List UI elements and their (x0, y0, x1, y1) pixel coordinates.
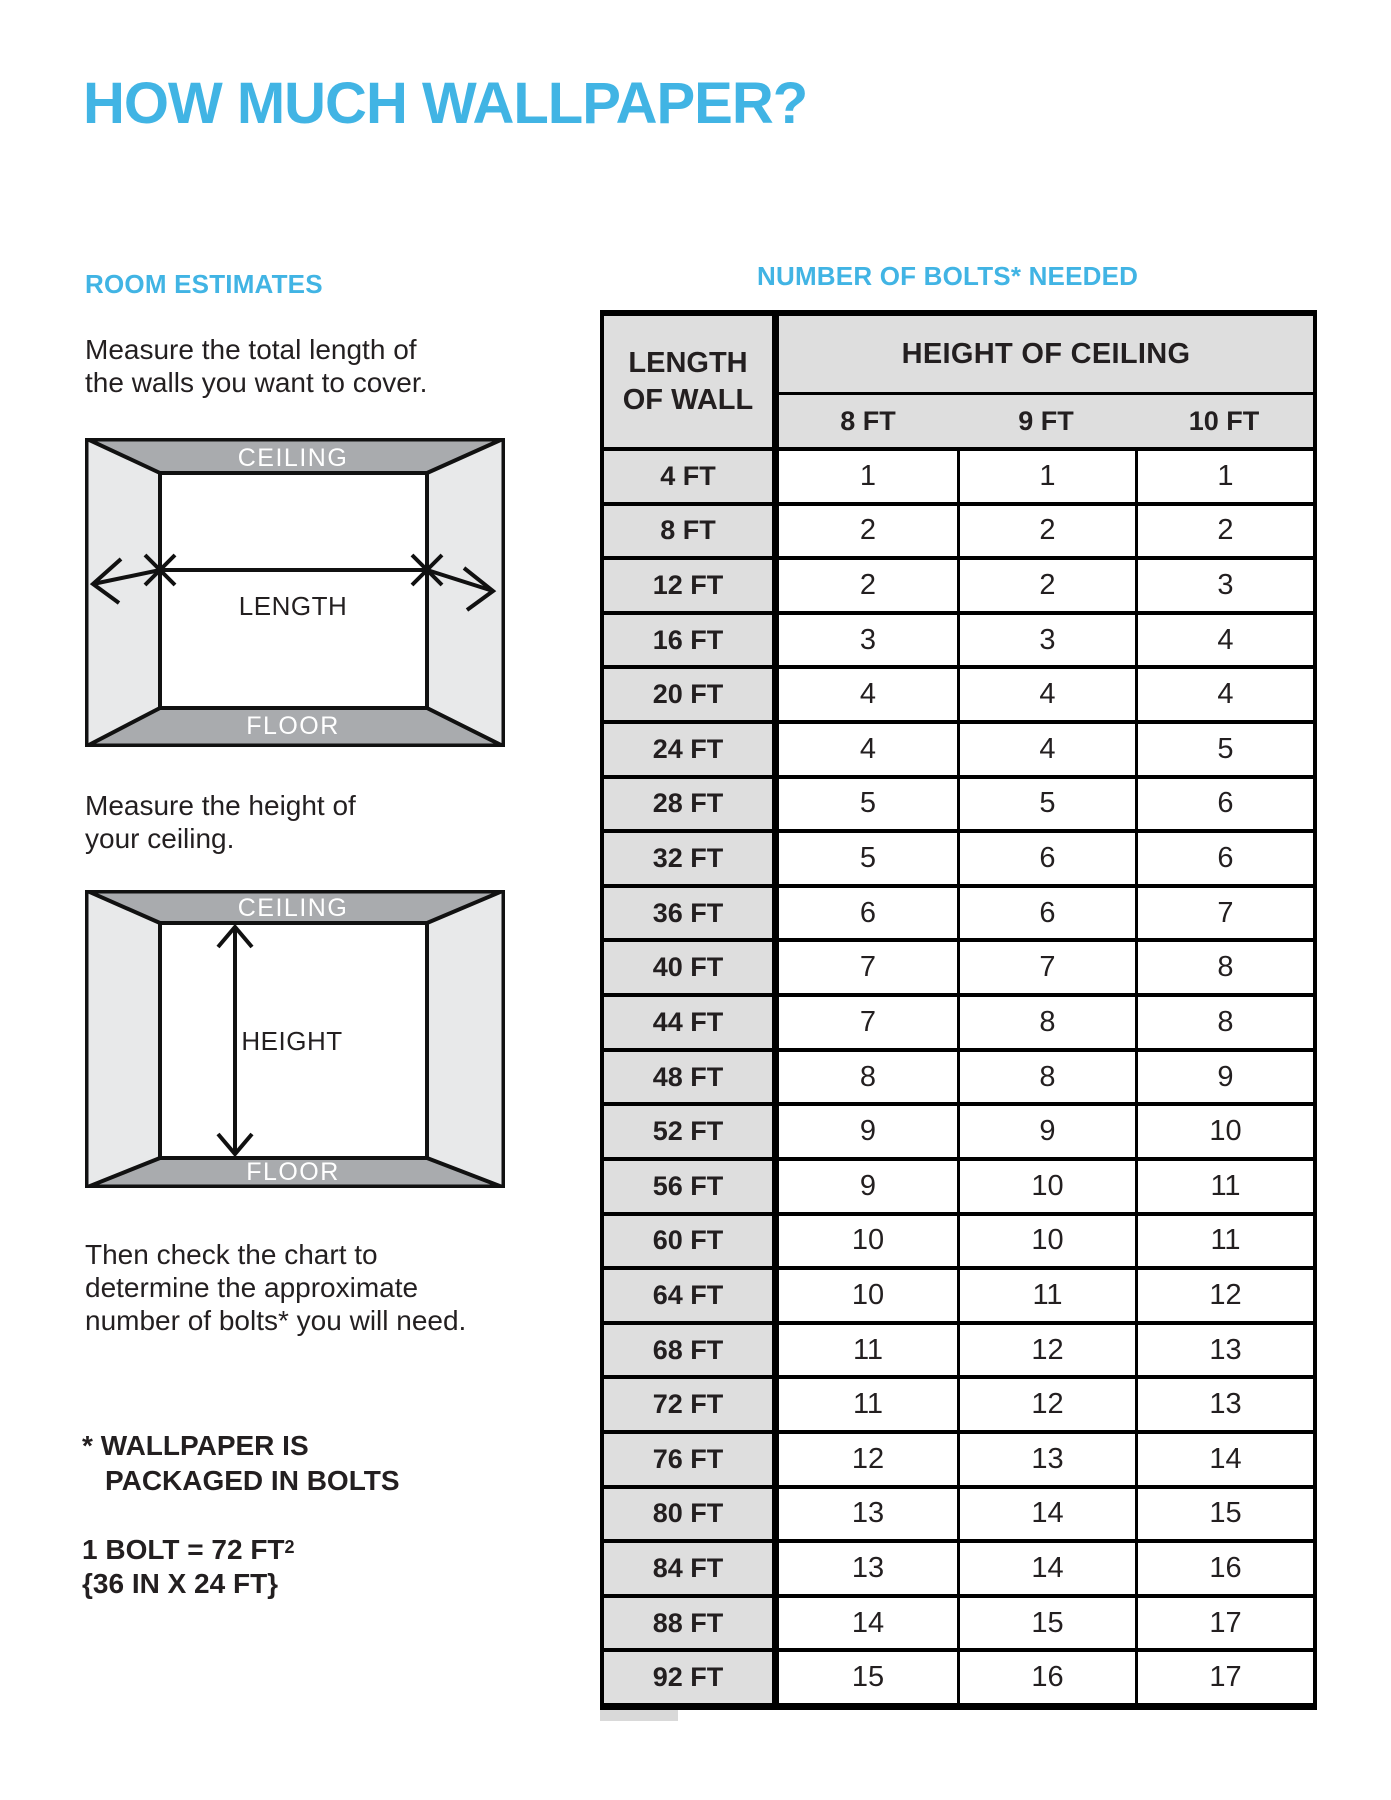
wall-length-cell: 56 FT (604, 1157, 779, 1212)
bolt-count-cell: 8 (957, 1048, 1135, 1103)
bolt-count-cell: 10 (1135, 1102, 1313, 1157)
footnote-asterisk: * (82, 1430, 93, 1461)
bolt-count-cell: 2 (779, 502, 957, 557)
bolt-count-cell: 17 (1135, 1648, 1313, 1703)
bolt-count-cell: 14 (957, 1485, 1135, 1540)
bolt-count-cell: 11 (1135, 1157, 1313, 1212)
room-length-diagram (85, 438, 505, 747)
bolt-count-cell: 4 (957, 720, 1135, 775)
room-estimates-heading: ROOM ESTIMATES (85, 269, 323, 299)
bolt-equation: 1 BOLT = 72 FT (82, 1534, 285, 1565)
footnote-line2: PACKAGED IN BOLTS (105, 1465, 400, 1496)
bolt-count-cell: 8 (1135, 938, 1313, 993)
floor-label: FLOOR (246, 712, 340, 740)
length-of-wall-header-line2: OF WALL (622, 383, 754, 416)
bolt-count-cell: 2 (957, 556, 1135, 611)
step3-line2: determine the approximate (85, 1272, 419, 1303)
bolt-count-cell: 10 (957, 1157, 1135, 1212)
ceiling-label: CEILING (237, 444, 349, 472)
wall-length-cell: 32 FT (604, 829, 779, 884)
bolt-count-cell: 11 (957, 1266, 1135, 1321)
bolt-count-cell: 6 (1135, 775, 1313, 830)
right-wall (427, 890, 505, 1188)
wall-length-cell: 64 FT (604, 1266, 779, 1321)
wall-length-cell: 80 FT (604, 1485, 779, 1540)
floor-label: FLOOR (246, 1158, 340, 1186)
bolt-count-cell: 7 (1135, 884, 1313, 939)
column-header-10ft: 10 FT (1135, 392, 1313, 447)
wall-length-cell: 16 FT (604, 611, 779, 666)
wall-length-cell: 76 FT (604, 1430, 779, 1485)
step3-text (85, 1238, 466, 1337)
bolt-count-cell: 1 (779, 447, 957, 502)
column-header-8ft: 8 FT (779, 392, 957, 447)
bolt-count-cell: 8 (957, 993, 1135, 1048)
bolt-count-cell: 5 (779, 829, 957, 884)
wall-length-cell: 24 FT (604, 720, 779, 775)
length-of-wall-header-line1: LENGTH (628, 346, 748, 379)
bolt-count-cell: 2 (1135, 502, 1313, 557)
step1-text (85, 333, 427, 399)
bolt-count-cell: 14 (779, 1594, 957, 1649)
wall-length-cell: 4 FT (604, 447, 779, 502)
bolt-count-cell: 7 (779, 993, 957, 1048)
bolt-count-cell: 4 (1135, 665, 1313, 720)
bolt-count-cell: 17 (1135, 1594, 1313, 1649)
length-label: LENGTH (238, 591, 348, 621)
wall-length-cell: 12 FT (604, 556, 779, 611)
ceiling-label: CEILING (237, 894, 349, 922)
bolt-count-cell: 15 (957, 1594, 1135, 1649)
wall-length-cell: 60 FT (604, 1212, 779, 1267)
bolts-table (600, 310, 1317, 1710)
height-label: HEIGHT (241, 1026, 343, 1056)
bolt-size-note (82, 1530, 295, 1601)
bolt-count-cell: 13 (779, 1485, 957, 1540)
bolts-footnote (82, 1428, 400, 1498)
wall-length-cell: 52 FT (604, 1102, 779, 1157)
bolt-count-cell: 2 (779, 556, 957, 611)
column-header-9ft: 9 FT (957, 392, 1135, 447)
bolt-count-cell: 2 (957, 502, 1135, 557)
bolt-equation-superscript: 2 (284, 1537, 295, 1557)
step3-line1: Then check the chart to (85, 1239, 378, 1270)
step2-line1: Measure the height of (85, 790, 356, 821)
bolt-count-cell: 13 (1135, 1375, 1313, 1430)
ceiling-height-diagram (85, 890, 505, 1188)
wall-length-cell: 28 FT (604, 775, 779, 830)
bolt-count-cell: 12 (779, 1430, 957, 1485)
bolt-count-cell: 9 (957, 1102, 1135, 1157)
bolt-count-cell: 13 (779, 1539, 957, 1594)
bolt-count-cell: 4 (957, 665, 1135, 720)
wall-length-cell: 20 FT (604, 665, 779, 720)
wall-length-cell: 48 FT (604, 1048, 779, 1103)
wall-length-cell: 68 FT (604, 1321, 779, 1376)
left-wall (85, 438, 160, 747)
bolt-count-cell: 11 (1135, 1212, 1313, 1267)
bolt-count-cell: 14 (1135, 1430, 1313, 1485)
bolt-count-cell: 10 (779, 1266, 957, 1321)
wall-length-cell: 36 FT (604, 884, 779, 939)
bolt-count-cell: 16 (957, 1648, 1135, 1703)
bolt-count-cell: 11 (779, 1375, 957, 1430)
bolt-count-cell: 3 (1135, 556, 1313, 611)
bolt-count-cell: 5 (957, 775, 1135, 830)
bolt-count-cell: 12 (957, 1321, 1135, 1376)
step1-line1: Measure the total length of (85, 334, 417, 365)
bolt-count-cell: 13 (957, 1430, 1135, 1485)
left-wall (85, 890, 160, 1188)
step2-text (85, 789, 356, 855)
bolt-count-cell: 15 (1135, 1485, 1313, 1540)
bolt-count-cell: 8 (779, 1048, 957, 1103)
bolt-count-cell: 7 (957, 938, 1135, 993)
bolt-count-cell: 1 (1135, 447, 1313, 502)
height-of-ceiling-header: HEIGHT OF CEILING (779, 316, 1313, 392)
footnote-line1: WALLPAPER IS (100, 1430, 309, 1461)
bolt-count-cell: 10 (957, 1212, 1135, 1267)
wall-length-cell: 84 FT (604, 1539, 779, 1594)
wall-length-cell: 40 FT (604, 938, 779, 993)
bolt-count-cell: 9 (1135, 1048, 1313, 1103)
step2-line2: your ceiling. (85, 823, 235, 854)
wall-length-cell: 92 FT (604, 1648, 779, 1703)
wall-length-cell: 72 FT (604, 1375, 779, 1430)
step3-line3: number of bolts* you will need. (85, 1305, 467, 1336)
bolt-count-cell: 13 (1135, 1321, 1313, 1376)
bolt-count-cell: 5 (779, 775, 957, 830)
bolt-count-cell: 10 (779, 1212, 957, 1267)
bolt-count-cell: 7 (779, 938, 957, 993)
bolt-count-cell: 4 (779, 665, 957, 720)
length-of-wall-header (604, 316, 779, 447)
bolt-count-cell: 6 (957, 829, 1135, 884)
table-shadow-strip (600, 1710, 678, 1721)
bolt-count-cell: 12 (1135, 1266, 1313, 1321)
bolt-count-cell: 1 (957, 447, 1135, 502)
wall-length-cell: 88 FT (604, 1594, 779, 1649)
bolt-count-cell: 11 (779, 1321, 957, 1376)
bolt-count-cell: 6 (1135, 829, 1313, 884)
page-title: HOW MUCH WALLPAPER? (83, 71, 808, 136)
bolt-count-cell: 4 (1135, 611, 1313, 666)
bolt-count-cell: 6 (957, 884, 1135, 939)
bolts-needed-heading: NUMBER OF BOLTS* NEEDED (757, 261, 1139, 291)
bolt-count-cell: 9 (779, 1102, 957, 1157)
bolt-count-cell: 8 (1135, 993, 1313, 1048)
bolt-count-cell: 3 (779, 611, 957, 666)
step1-line2: the walls you want to cover. (85, 367, 428, 398)
bolt-count-cell: 14 (957, 1539, 1135, 1594)
bolt-count-cell: 5 (1135, 720, 1313, 775)
bolt-count-cell: 3 (957, 611, 1135, 666)
bolt-dimensions: {36 IN X 24 FT} (82, 1568, 279, 1599)
bolt-count-cell: 12 (957, 1375, 1135, 1430)
bolt-count-cell: 9 (779, 1157, 957, 1212)
bolt-count-cell: 16 (1135, 1539, 1313, 1594)
bolt-count-cell: 15 (779, 1648, 957, 1703)
bolt-count-cell: 6 (779, 884, 957, 939)
wall-length-cell: 8 FT (604, 502, 779, 557)
wall-length-cell: 44 FT (604, 993, 779, 1048)
bolt-count-cell: 4 (779, 720, 957, 775)
